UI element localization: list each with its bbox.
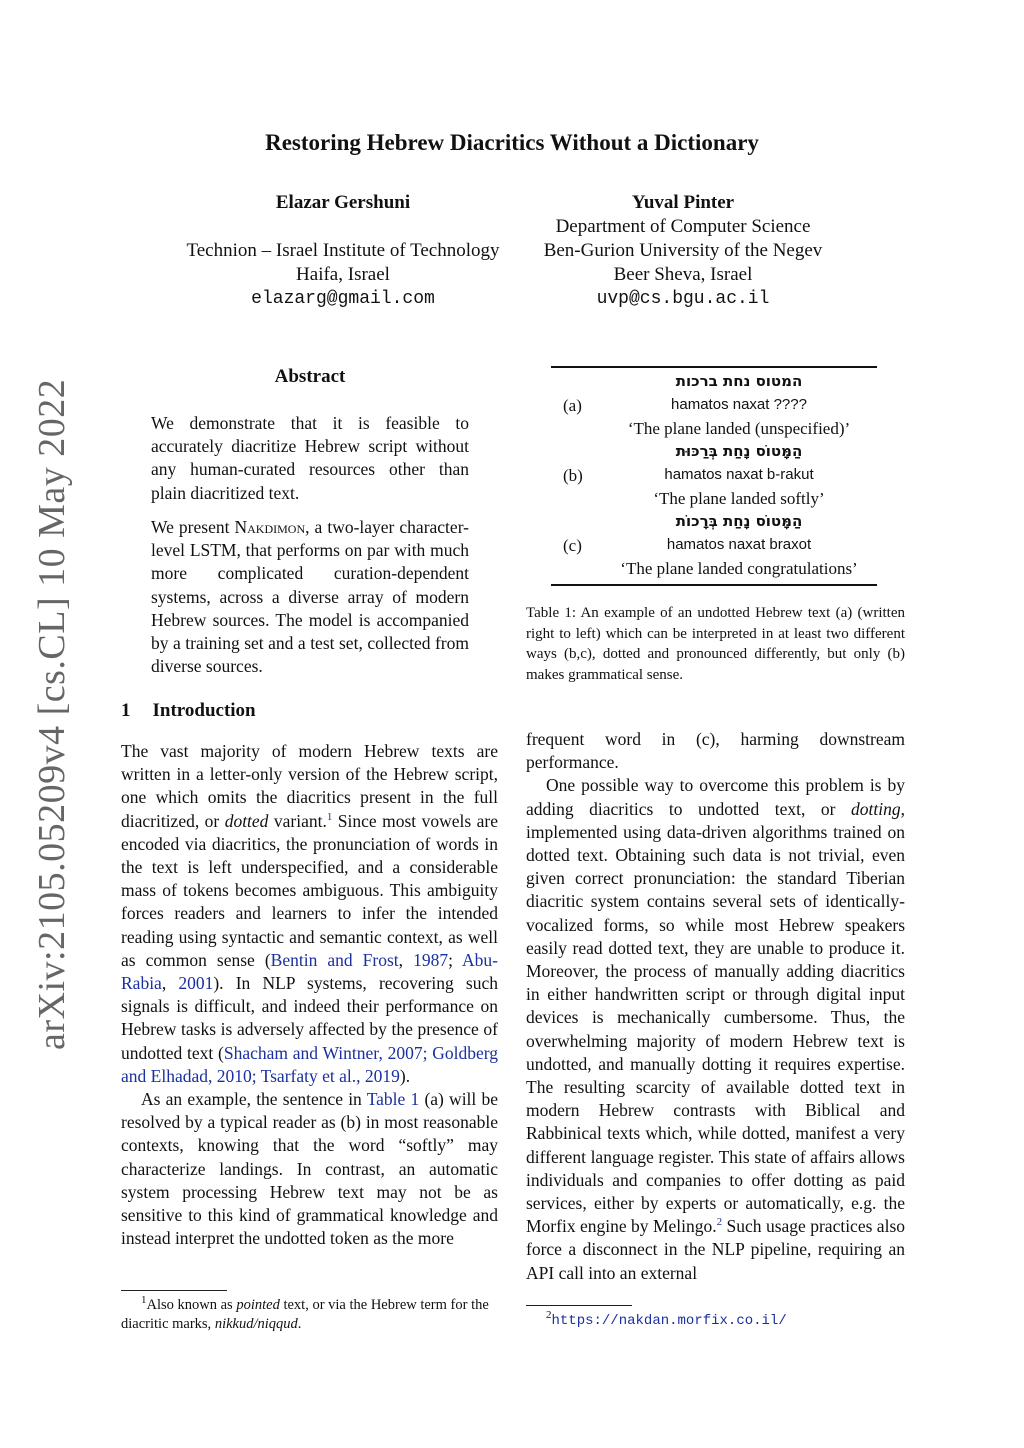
citation-link[interactable]: Shacham and Wintner: [223, 1042, 379, 1063]
intro-paragraph-2: As an example, the sentence in Table 1 (a) will be resolved by a typical reader as (b) in most reasonable contexts, knowing that the word “softly” may characterize landings. In contrast, an automatic system processing Hebrew text may not be as sensitive to this kind of grammatical knowledge and instead interpret the undotted token as the more: [121, 1089, 498, 1249]
hebrew-dotted-b: הַמָּטוֹס נָחַת בְּרַכּוּת: [675, 442, 803, 460]
gloss: ‘The plane landed softly’: [653, 489, 825, 508]
gloss: ‘The plane landed (unspecified)’: [627, 419, 851, 438]
abstract-paragraph-2: [151, 516, 469, 678]
footnote-number: 2: [546, 1309, 552, 1322]
footnote-rule: [121, 1290, 227, 1291]
table-row: [551, 396, 877, 419]
abstract-text: We demonstrate that it is feasible to accurately diacritize Hebrew script without any human-curated resources other than plain diacritized text.: [151, 413, 469, 503]
author-affiliation: Technion – Israel Institute of Technology: [186, 240, 500, 261]
author-email: uvp@cs.bgu.ac.il: [596, 289, 770, 309]
row-label: (b): [563, 466, 583, 485]
footnote-rule: [526, 1305, 632, 1306]
paper-title: Restoring Hebrew Diacritics Without a Dictionary: [265, 130, 759, 155]
table-ref-link[interactable]: Table 1: [366, 1089, 420, 1110]
table-caption: Table 1: An example of an undotted Hebrew text (a) (written right to left) which can be interpreted in at least two different ways (b,c), dotted and pronounced differently, but only (b) makes grammatical sense.: [526, 605, 905, 683]
table-top-rule: [551, 366, 877, 368]
footnote-ref-1[interactable]: 1: [326, 810, 333, 823]
intro-left-column: [121, 740, 498, 1250]
model-name: Nakdimon: [234, 517, 306, 537]
row-label: (c): [563, 536, 582, 555]
hebrew-undotted: המטוס נחת ברכות: [675, 372, 803, 390]
citation-year-link[interactable]: 2007: [387, 1042, 423, 1063]
hebrew-dotted-c: הַמָּטוֹס נָחַת בְּרָכוֹת: [675, 512, 803, 530]
footnote-url-link[interactable]: https://nakdan.morfix.co.il/: [551, 1313, 787, 1329]
intro-paragraph-right-2: One possible way to overcome this problem is by adding diacritics to undotted text, or dotting, implemented using data-driven algorithms trained on dotted text. Obtaining such data is not trivial, even given correct pronunciation: the standard Tiberian diacritic system contains several sets of identically-vocalized forms, so while most Hebrew speakers easily read dotted text, they are unable to produce it. Moreover, the process of manually adding diacritics in either handwritten script or through digital input devices is mechanically cumbersome. Thus, the overwhelming majority of modern Hebrew text is undotted, and manually dotting it requires expertise. The resulting scarcity of available dotted text in modern Hebrew contrasts with Biblical and Rabbinical texts which, while dotted, manifest a very different language register. This state of affairs allows individuals and companies to offer dotting as paid services, either by experts or automatically, e.g. the Morfix engine by Melingo.$^2$ Such usage practices also force a disconnect in the NLP pipeline, requiring an API call into an external: [526, 775, 905, 1283]
transliteration: hamatos naxat braxot: [666, 536, 812, 553]
author-line1: [168, 215, 518, 239]
abstract-text-2: [151, 516, 469, 678]
author-location: Beer Sheva, Israel: [613, 264, 753, 285]
abstract-paragraph-1: [151, 412, 469, 505]
author-block-2: [523, 191, 843, 311]
section-number: 1: [121, 700, 131, 721]
abstract-text-pre: We present: [151, 517, 235, 537]
citation-year-link[interactable]: 2001: [178, 973, 214, 994]
abstract-text-post: , a two-layer character-level LSTM, that performs on par with much more complicated curation-dependent systems, across a diverse array of modern Hebrew sources. The model is accompanied by a training set and a test set, collected from diverse sources.: [151, 517, 469, 677]
footnote-2: [526, 1311, 905, 1331]
abstract-heading: Abstract: [274, 366, 346, 387]
footnote-ref-2[interactable]: 2: [716, 1216, 723, 1229]
table-row: [551, 489, 877, 512]
intro-paragraph-1: The vast majority of modern Hebrew texts are written in a letter-only version of the Hebrew script, one which omits the diacritics present in the full diacritized, or dotted variant.$^1$ Since most vowels are encoded via diacritics, the pronunciation of words in the text is left underspecified, and a considerable mass of tokens becomes ambiguous. This ambiguity forces readers and learners to infer the intended reading using syntactic and semantic context, as well as common sense (Bentin and Frost, 1987; Abu-Rabia, 2001). In NLP systems, recovering such signals is difficult, and indeed their performance on Hebrew tasks is adversely affected by the presence of undotted text (Shacham and Wintner, 2007; Goldberg and Elhadad, 2010; Tsarfaty et al., 2019).: [121, 741, 499, 1086]
citation-link[interactable]: Abu-Rabia: [121, 949, 498, 994]
author-name: Elazar Gershuni: [275, 192, 411, 213]
transliteration: hamatos naxat ????: [671, 396, 807, 413]
author-name: Yuval Pinter: [631, 192, 735, 213]
transliteration: hamatos naxat b-rakut: [664, 466, 814, 483]
citation-year-link[interactable]: 1987: [413, 949, 449, 970]
table-row: [551, 559, 877, 582]
table-row: [551, 512, 877, 535]
citation-year-link[interactable]: 2010: [216, 1065, 252, 1086]
citation-link[interactable]: Goldberg and Elhadad: [121, 1042, 499, 1086]
citation-link[interactable]: Tsarfaty et al.: [260, 1065, 357, 1086]
table-row: [551, 442, 877, 465]
author-department: Department of Computer Science: [555, 216, 811, 237]
table-row: [551, 536, 877, 559]
section-heading: [121, 700, 256, 722]
author-location: Haifa, Israel: [296, 264, 390, 285]
author-affiliation: Ben-Gurion University of the Negev: [543, 240, 823, 261]
section-title: Introduction: [152, 700, 256, 721]
arxiv-id: arXiv:2105.05209v4 [cs.CL] 10 May 2022: [31, 378, 73, 1050]
intro-right-column: [526, 728, 905, 1285]
citation-link[interactable]: Bentin and Frost: [270, 949, 399, 970]
author-email: elazarg@gmail.com: [251, 289, 435, 309]
table-row: [551, 466, 877, 489]
footnote-1: $^1$Also known as pointed text, or via the Hebrew term for the diacritic marks, nikkud/niqqud.: [121, 1294, 489, 1332]
author-block-1: [168, 191, 518, 311]
table-row: [551, 419, 877, 442]
citation-year-link[interactable]: 2019: [364, 1065, 400, 1086]
table-row: [551, 372, 877, 395]
table-bottom-rule: [551, 584, 877, 586]
row-label: (a): [563, 396, 582, 415]
footnote-number: 1: [141, 1294, 147, 1307]
intro-paragraph-right-1: frequent word in (c), harming downstream performance.: [526, 729, 905, 773]
gloss: ‘The plane landed congratulations’: [620, 559, 858, 578]
